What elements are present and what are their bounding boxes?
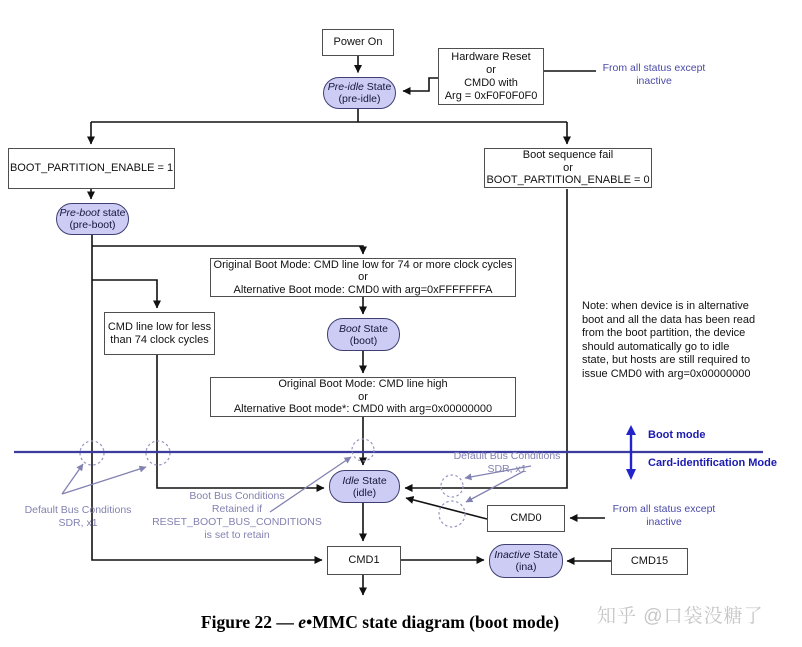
inactive-state-sub: (ina) xyxy=(515,561,537,573)
from-all-status-bottom-note xyxy=(607,503,721,529)
note-line6: issue CMD0 with arg=0x00000000 xyxy=(582,367,751,380)
note-line5: state, but hosts are still required to xyxy=(582,354,751,366)
cmd15-box xyxy=(611,548,688,575)
idle-state-title: Idle State xyxy=(342,474,387,487)
boot-partition-enable-1-box xyxy=(8,148,175,189)
default-bus-right-line1: Default Bus Conditions xyxy=(453,450,561,462)
boot-entry-line1: Original Boot Mode: CMD line low for 74 or more clock cycles xyxy=(213,258,513,271)
hardware-reset-box xyxy=(438,48,544,105)
boot-exit-line1: Original Boot Mode: CMD line high xyxy=(278,378,448,391)
pre-idle-state-node xyxy=(323,77,396,109)
boot-state-sub: (boot) xyxy=(349,334,378,347)
default-bus-right-line2: SDR, x1 xyxy=(487,463,527,475)
boot-bus-line2: Retained if xyxy=(211,503,263,515)
boot-exit-line3: Alternative Boot mode*: CMD0 with arg=0x00000000 xyxy=(233,403,493,416)
power-on-label: Power On xyxy=(333,36,383,49)
from-all-bottom-line1: From all status except xyxy=(612,503,716,515)
pre-idle-state-sub: (pre-idle) xyxy=(338,93,381,105)
from-all-top-line1: From all status except xyxy=(602,62,706,74)
boot-state-node xyxy=(327,318,400,351)
original-boot-mode-entry-box xyxy=(210,258,516,297)
caption-emmc-e: e xyxy=(298,612,307,632)
hardware-reset-line1: Hardware Reset xyxy=(451,50,531,63)
cmd0-box xyxy=(487,505,565,532)
boot-bus-line1: Boot Bus Conditions xyxy=(189,490,285,502)
default-bus-conditions-left-note xyxy=(8,504,148,530)
pre-boot-state-sub: (pre-boot) xyxy=(69,219,116,231)
card-identification-mode-label: Card-identification Mode xyxy=(648,457,777,469)
note-line4: should automatically go to idle xyxy=(582,340,730,353)
boot-exit-line2: or xyxy=(358,390,368,403)
cmd0-label: CMD0 xyxy=(510,512,542,525)
figure-caption xyxy=(150,612,610,633)
boot-sequence-fail-line2: or xyxy=(563,161,573,174)
zhihu-watermark: 知乎 @口袋没糖了 xyxy=(597,606,764,627)
caption-prefix: Figure 22 — xyxy=(200,612,299,632)
note-line2: boot and all the data has been read xyxy=(582,313,756,326)
boot-entry-line3: Alternative Boot mode: CMD0 with arg=0xFFFFFFFA xyxy=(233,283,493,296)
boot-sequence-fail-line1: Boot sequence fail xyxy=(522,149,614,162)
alternative-boot-note xyxy=(582,300,764,381)
cmd15-label: CMD15 xyxy=(630,555,669,568)
from-all-bottom-line2: inactive xyxy=(646,516,682,528)
caption-rest: •MMC state diagram (boot mode) xyxy=(306,612,560,632)
boot-bus-conditions-note xyxy=(140,490,334,542)
boot-sequence-fail-box xyxy=(484,148,652,188)
cmd1-box xyxy=(327,546,401,575)
cmd-line-low-box xyxy=(104,312,215,355)
boot-sequence-fail-line3: BOOT_PARTITION_ENABLE = 0 xyxy=(486,174,650,187)
inactive-state-title: Inactive State xyxy=(494,549,558,561)
pre-boot-state-title: Pre-boot state xyxy=(59,207,126,219)
hardware-reset-line2: or xyxy=(486,63,496,76)
from-all-status-top-note xyxy=(595,62,713,88)
power-on-box xyxy=(322,29,394,56)
hardware-reset-line3: CMD0 with xyxy=(464,76,518,89)
hardware-reset-line4: Arg = 0xF0F0F0F0 xyxy=(444,89,538,102)
cmd-line-low-line1: CMD line low for less xyxy=(107,321,212,333)
boot-entry-line2: or xyxy=(358,271,368,284)
boot-bus-line4: is set to retain xyxy=(204,529,270,541)
original-boot-mode-exit-box xyxy=(210,377,516,417)
inactive-state-node xyxy=(489,544,563,578)
idle-state-sub: (idle) xyxy=(352,486,377,499)
note-line3: from the boot partition, the device xyxy=(582,327,746,339)
boot-mode-label: Boot mode xyxy=(648,429,706,441)
note-line1: Note: when device is in alternative xyxy=(582,300,749,312)
from-all-top-line2: inactive xyxy=(636,75,672,87)
default-bus-left-line1: Default Bus Conditions xyxy=(24,504,132,516)
pre-boot-state-node xyxy=(56,203,129,235)
default-bus-conditions-right-note xyxy=(452,450,562,476)
pre-idle-state-title: Pre-idle State xyxy=(327,81,392,93)
boot-state-title: Boot State xyxy=(338,322,389,335)
idle-state-node xyxy=(329,470,400,503)
cmd1-label: CMD1 xyxy=(348,554,380,567)
boot-partition-enable-1-label: BOOT_PARTITION_ENABLE = 1 xyxy=(9,162,174,175)
default-bus-left-line2: SDR, x1 xyxy=(58,517,98,529)
cmd-line-low-line2: than 74 clock cycles xyxy=(110,333,209,346)
boot-bus-line3: RESET_BOOT_BUS_CONDITIONS xyxy=(152,516,322,528)
